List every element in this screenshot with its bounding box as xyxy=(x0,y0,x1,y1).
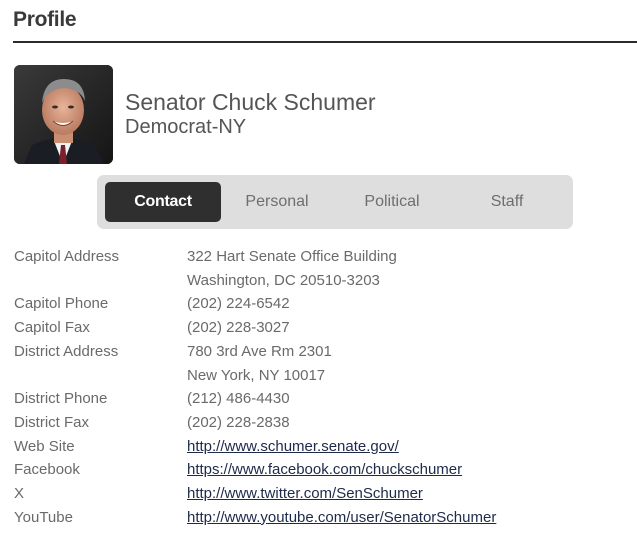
tab-political[interactable]: Political xyxy=(364,193,420,210)
row-facebook xyxy=(14,458,624,482)
row-district-fax xyxy=(14,411,624,435)
row-capitol-phone xyxy=(14,292,624,316)
row-capitol-fax xyxy=(14,316,624,340)
district-address-line1: 780 3rd Ave Rm 2301 xyxy=(187,342,332,360)
facebook-link[interactable]: https://www.facebook.com/chuckschumer xyxy=(187,461,463,479)
district-address-label: District Address xyxy=(14,342,119,360)
row-district-address xyxy=(14,340,624,387)
profile-header xyxy=(13,6,637,43)
tab-personal[interactable]: Personal xyxy=(245,193,309,210)
capitol-address-line2: Washington, DC 20510-3203 xyxy=(187,271,380,289)
district-address-value xyxy=(187,340,332,387)
capitol-phone-value: (202) 224-6542 xyxy=(187,295,290,313)
senator-party: Democrat-NY xyxy=(125,116,247,138)
youtube-label: YouTube xyxy=(14,508,73,526)
district-fax-value: (202) 228-2838 xyxy=(187,413,290,431)
row-youtube xyxy=(14,506,624,530)
facebook-label: Facebook xyxy=(14,461,80,479)
contact-details xyxy=(14,245,624,529)
web-site-link[interactable]: http://www.schumer.senate.gov/ xyxy=(187,437,399,455)
profile-tabs xyxy=(97,175,573,229)
district-fax-label: District Fax xyxy=(14,413,89,431)
page-title: Profile xyxy=(13,8,77,31)
capitol-phone-label: Capitol Phone xyxy=(14,295,109,313)
portrait-image xyxy=(14,65,113,164)
capitol-address-line1: 322 Hart Senate Office Building xyxy=(187,248,397,265)
row-district-phone xyxy=(14,387,624,411)
capitol-fax-label: Capitol Fax xyxy=(14,319,90,337)
district-address-line2: New York, NY 10017 xyxy=(187,366,326,384)
row-x xyxy=(14,482,624,506)
capitol-address-label: Capitol Address xyxy=(14,248,120,265)
web-site-label: Web Site xyxy=(14,437,75,455)
tab-staff[interactable]: Staff xyxy=(490,193,524,210)
x-link[interactable]: http://www.twitter.com/SenSchumer xyxy=(187,485,423,503)
senator-photo xyxy=(14,65,113,164)
senator-name: Senator Chuck Schumer xyxy=(125,89,376,115)
capitol-address-value xyxy=(187,245,397,292)
row-web-site xyxy=(14,435,624,459)
capitol-fax-value: (202) 228-3027 xyxy=(187,319,290,337)
district-phone-value: (212) 486-4430 xyxy=(187,390,290,408)
tab-contact[interactable]: Contact xyxy=(105,182,221,222)
youtube-link[interactable]: http://www.youtube.com/user/SenatorSchumer xyxy=(187,508,497,526)
x-label: X xyxy=(14,485,25,503)
district-phone-label: District Phone xyxy=(14,390,108,408)
row-capitol-address xyxy=(14,245,624,292)
